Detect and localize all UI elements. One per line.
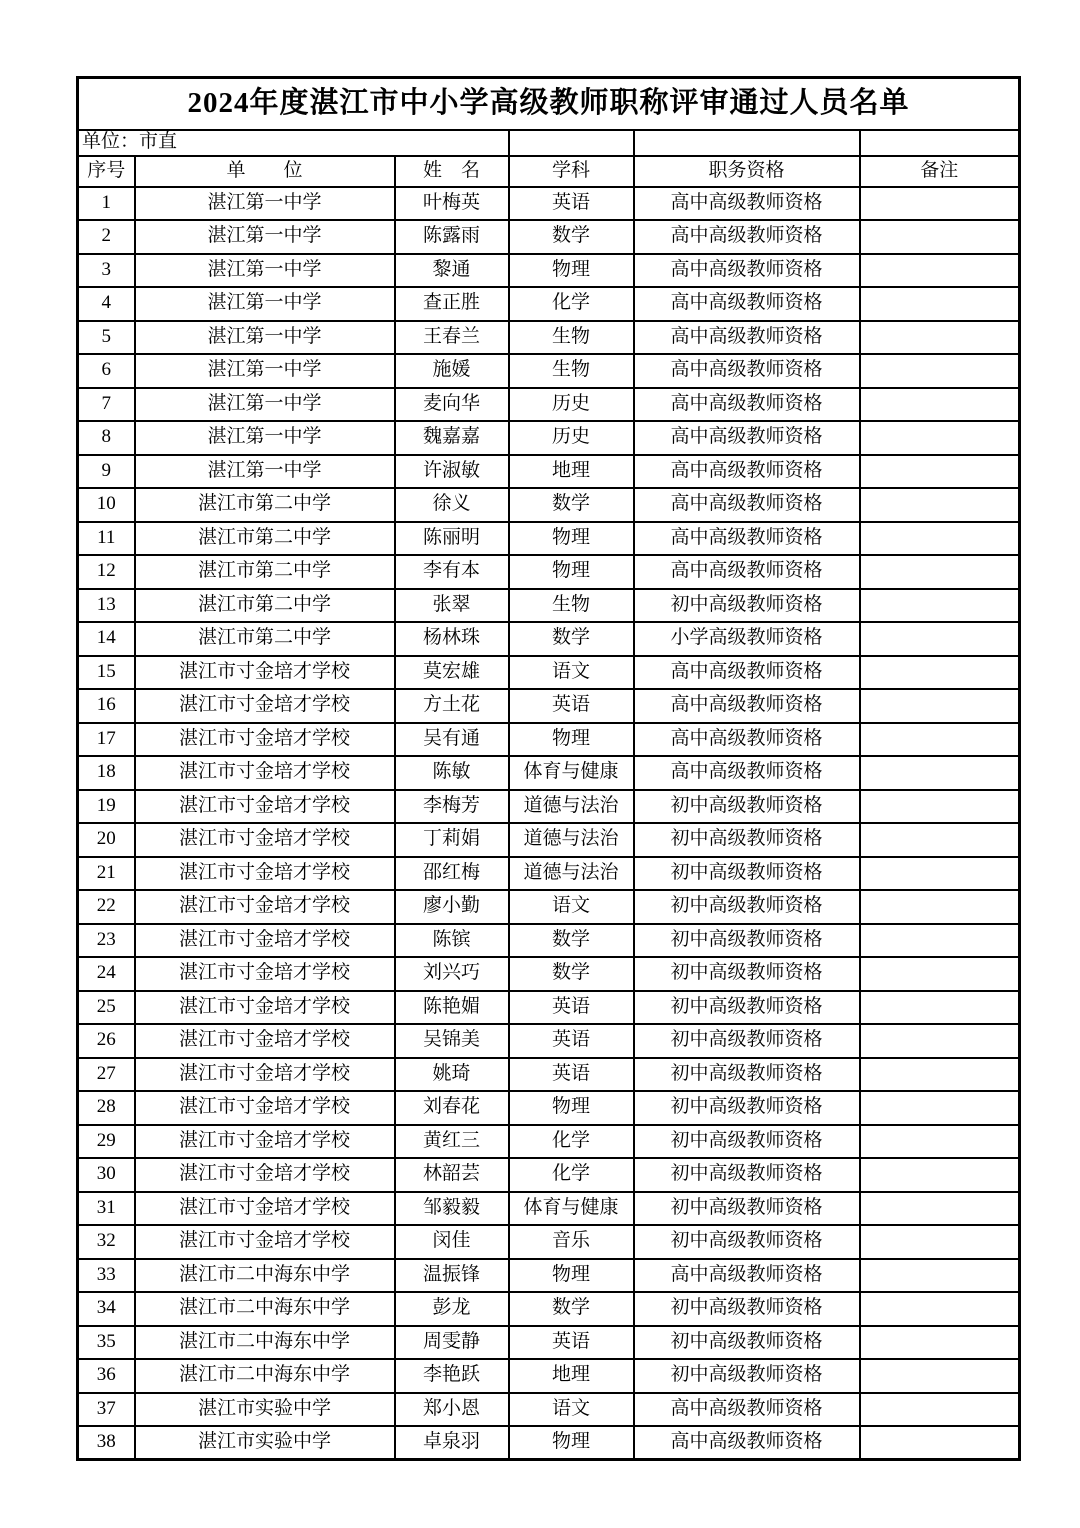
- column-header-row: [78, 156, 1020, 187]
- cell-subject: 数学: [509, 220, 634, 254]
- cell-remark: [860, 823, 1020, 857]
- cell-remark: [860, 689, 1020, 723]
- cell-qualification: 初中高级教师资格: [634, 991, 860, 1025]
- cell-name: 王春兰: [395, 321, 509, 355]
- cell-subject: 道德与法治: [509, 857, 634, 891]
- cell-remark: [860, 790, 1020, 824]
- cell-qualification: 高中高级教师资格: [634, 656, 860, 690]
- cell-qualification: 初中高级教师资格: [634, 1292, 860, 1326]
- cell-qualification: 高中高级教师资格: [634, 321, 860, 355]
- cell-subject: 语文: [509, 890, 634, 924]
- cell-subject: 英语: [509, 187, 634, 221]
- cell-unit: 湛江第一中学: [135, 321, 395, 355]
- cell-qualification: 初中高级教师资格: [634, 1125, 860, 1159]
- cell-qualification: 高中高级教师资格: [634, 488, 860, 522]
- cell-name: 闵佳: [395, 1225, 509, 1259]
- teacher-roster-table: [76, 76, 1021, 1461]
- cell-name: 周雯静: [395, 1326, 509, 1360]
- table-row: [78, 354, 1020, 388]
- cell-subject: 物理: [509, 522, 634, 556]
- table-row: [78, 1058, 1020, 1092]
- cell-no: 2: [78, 220, 135, 254]
- cell-name: 施媛: [395, 354, 509, 388]
- cell-no: 31: [78, 1192, 135, 1226]
- cell-subject: 历史: [509, 421, 634, 455]
- cell-remark: [860, 1091, 1020, 1125]
- cell-subject: 生物: [509, 589, 634, 623]
- cell-no: 28: [78, 1091, 135, 1125]
- cell-subject: 生物: [509, 354, 634, 388]
- col-header-subject: 学科: [509, 156, 634, 187]
- table-row: [78, 656, 1020, 690]
- table-row: [78, 589, 1020, 623]
- unit-row-empty-cell-qualification: [634, 130, 860, 156]
- cell-remark: [860, 957, 1020, 991]
- table-row: [78, 1125, 1020, 1159]
- cell-remark: [860, 555, 1020, 589]
- col-header-no: 序号: [78, 156, 135, 187]
- cell-name: 麦向华: [395, 388, 509, 422]
- cell-unit: 湛江市寸金培才学校: [135, 756, 395, 790]
- cell-no: 23: [78, 924, 135, 958]
- cell-no: 5: [78, 321, 135, 355]
- cell-no: 12: [78, 555, 135, 589]
- cell-no: 29: [78, 1125, 135, 1159]
- cell-no: 18: [78, 756, 135, 790]
- table-row: [78, 555, 1020, 589]
- cell-qualification: 初中高级教师资格: [634, 1326, 860, 1360]
- cell-name: 林韶芸: [395, 1158, 509, 1192]
- cell-qualification: 初中高级教师资格: [634, 890, 860, 924]
- cell-subject: 地理: [509, 455, 634, 489]
- cell-unit: 湛江市二中海东中学: [135, 1259, 395, 1293]
- table-row: [78, 756, 1020, 790]
- cell-qualification: 高中高级教师资格: [634, 287, 860, 321]
- col-header-name: 姓 名: [395, 156, 509, 187]
- cell-no: 36: [78, 1359, 135, 1393]
- table-row: [78, 823, 1020, 857]
- cell-remark: [860, 1058, 1020, 1092]
- cell-qualification: 初中高级教师资格: [634, 790, 860, 824]
- cell-no: 7: [78, 388, 135, 422]
- table-row: [78, 522, 1020, 556]
- table-row: [78, 1292, 1020, 1326]
- cell-remark: [860, 488, 1020, 522]
- table-row: [78, 287, 1020, 321]
- cell-qualification: 高中高级教师资格: [634, 1426, 860, 1460]
- page-title: 2024年度湛江市中小学高级教师职称评审通过人员名单: [78, 78, 1020, 130]
- cell-subject: 数学: [509, 488, 634, 522]
- cell-qualification: 高中高级教师资格: [634, 254, 860, 288]
- cell-name: 黄红三: [395, 1125, 509, 1159]
- cell-subject: 道德与法治: [509, 790, 634, 824]
- table-row: [78, 321, 1020, 355]
- cell-qualification: 初中高级教师资格: [634, 1091, 860, 1125]
- cell-unit: 湛江市寸金培才学校: [135, 924, 395, 958]
- cell-unit: 湛江市实验中学: [135, 1426, 395, 1460]
- cell-no: 20: [78, 823, 135, 857]
- cell-name: 陈镔: [395, 924, 509, 958]
- cell-remark: [860, 1393, 1020, 1427]
- cell-remark: [860, 1225, 1020, 1259]
- cell-name: 查正胜: [395, 287, 509, 321]
- cell-qualification: 初中高级教师资格: [634, 924, 860, 958]
- cell-subject: 英语: [509, 1058, 634, 1092]
- cell-unit: 湛江市二中海东中学: [135, 1359, 395, 1393]
- cell-remark: [860, 1426, 1020, 1460]
- cell-qualification: 初中高级教师资格: [634, 1359, 860, 1393]
- table-row: [78, 924, 1020, 958]
- cell-unit: 湛江第一中学: [135, 187, 395, 221]
- table-row: [78, 187, 1020, 221]
- cell-remark: [860, 1125, 1020, 1159]
- table-row: [78, 890, 1020, 924]
- cell-no: 34: [78, 1292, 135, 1326]
- cell-no: 24: [78, 957, 135, 991]
- cell-qualification: 高中高级教师资格: [634, 555, 860, 589]
- cell-remark: [860, 321, 1020, 355]
- cell-name: 刘春花: [395, 1091, 509, 1125]
- cell-no: 25: [78, 991, 135, 1025]
- cell-subject: 化学: [509, 1158, 634, 1192]
- cell-remark: [860, 1292, 1020, 1326]
- table-row: [78, 1158, 1020, 1192]
- cell-remark: [860, 455, 1020, 489]
- cell-name: 叶梅英: [395, 187, 509, 221]
- cell-name: 张翠: [395, 589, 509, 623]
- cell-subject: 物理: [509, 1259, 634, 1293]
- cell-unit: 湛江市寸金培才学校: [135, 1125, 395, 1159]
- cell-remark: [860, 1326, 1020, 1360]
- cell-subject: 历史: [509, 388, 634, 422]
- table-row: [78, 1393, 1020, 1427]
- cell-name: 姚琦: [395, 1058, 509, 1092]
- cell-subject: 化学: [509, 287, 634, 321]
- cell-qualification: 初中高级教师资格: [634, 1225, 860, 1259]
- table-row: [78, 254, 1020, 288]
- table-row: [78, 689, 1020, 723]
- cell-qualification: 初中高级教师资格: [634, 957, 860, 991]
- cell-no: 19: [78, 790, 135, 824]
- cell-subject: 物理: [509, 723, 634, 757]
- cell-no: 15: [78, 656, 135, 690]
- cell-name: 李梅芳: [395, 790, 509, 824]
- cell-unit: 湛江市第二中学: [135, 555, 395, 589]
- cell-subject: 地理: [509, 1359, 634, 1393]
- cell-unit: 湛江市寸金培才学校: [135, 823, 395, 857]
- cell-remark: [860, 1158, 1020, 1192]
- cell-unit: 湛江市寸金培才学校: [135, 689, 395, 723]
- table-row: [78, 421, 1020, 455]
- cell-qualification: 小学高级教师资格: [634, 622, 860, 656]
- cell-no: 21: [78, 857, 135, 891]
- cell-subject: 英语: [509, 689, 634, 723]
- cell-name: 许淑敏: [395, 455, 509, 489]
- cell-name: 陈露雨: [395, 220, 509, 254]
- cell-qualification: 初中高级教师资格: [634, 1058, 860, 1092]
- table-body: [78, 187, 1020, 1460]
- title-row: [78, 78, 1020, 130]
- cell-unit: 湛江市第二中学: [135, 522, 395, 556]
- cell-subject: 数学: [509, 924, 634, 958]
- table-row: [78, 957, 1020, 991]
- cell-unit: 湛江市寸金培才学校: [135, 991, 395, 1025]
- table-row: [78, 1225, 1020, 1259]
- cell-name: 彭龙: [395, 1292, 509, 1326]
- cell-subject: 音乐: [509, 1225, 634, 1259]
- cell-no: 4: [78, 287, 135, 321]
- cell-qualification: 高中高级教师资格: [634, 689, 860, 723]
- cell-unit: 湛江市寸金培才学校: [135, 890, 395, 924]
- table-row: [78, 388, 1020, 422]
- cell-subject: 物理: [509, 1091, 634, 1125]
- cell-remark: [860, 254, 1020, 288]
- cell-name: 黎通: [395, 254, 509, 288]
- cell-qualification: 高中高级教师资格: [634, 388, 860, 422]
- cell-remark: [860, 589, 1020, 623]
- cell-unit: 湛江第一中学: [135, 421, 395, 455]
- cell-unit: 湛江市寸金培才学校: [135, 1192, 395, 1226]
- col-header-qualification: 职务资格: [634, 156, 860, 187]
- cell-no: 35: [78, 1326, 135, 1360]
- cell-no: 10: [78, 488, 135, 522]
- unit-row-empty-cell-subject: [509, 130, 634, 156]
- cell-name: 李艳跃: [395, 1359, 509, 1393]
- cell-subject: 语文: [509, 1393, 634, 1427]
- cell-subject: 体育与健康: [509, 756, 634, 790]
- cell-unit: 湛江市第二中学: [135, 622, 395, 656]
- cell-remark: [860, 723, 1020, 757]
- cell-unit: 湛江市寸金培才学校: [135, 1158, 395, 1192]
- table-row: [78, 220, 1020, 254]
- cell-unit: 湛江第一中学: [135, 455, 395, 489]
- cell-unit: 湛江第一中学: [135, 254, 395, 288]
- cell-qualification: 高中高级教师资格: [634, 522, 860, 556]
- cell-name: 徐义: [395, 488, 509, 522]
- cell-subject: 数学: [509, 957, 634, 991]
- cell-unit: 湛江市寸金培才学校: [135, 1091, 395, 1125]
- cell-no: 8: [78, 421, 135, 455]
- cell-subject: 英语: [509, 1024, 634, 1058]
- table-row: [78, 790, 1020, 824]
- cell-name: 郑小恩: [395, 1393, 509, 1427]
- cell-subject: 英语: [509, 991, 634, 1025]
- cell-remark: [860, 656, 1020, 690]
- cell-name: 魏嘉嘉: [395, 421, 509, 455]
- cell-remark: [860, 287, 1020, 321]
- cell-subject: 物理: [509, 254, 634, 288]
- cell-no: 11: [78, 522, 135, 556]
- cell-name: 李有本: [395, 555, 509, 589]
- unit-row: [78, 130, 1020, 156]
- cell-qualification: 高中高级教师资格: [634, 756, 860, 790]
- cell-name: 方土花: [395, 689, 509, 723]
- cell-unit: 湛江市寸金培才学校: [135, 790, 395, 824]
- table-row: [78, 1091, 1020, 1125]
- table-row: [78, 622, 1020, 656]
- cell-qualification: 初中高级教师资格: [634, 857, 860, 891]
- cell-qualification: 高中高级教师资格: [634, 354, 860, 388]
- table-row: [78, 488, 1020, 522]
- table-row: [78, 455, 1020, 489]
- cell-name: 吴有通: [395, 723, 509, 757]
- cell-unit: 湛江市实验中学: [135, 1393, 395, 1427]
- cell-qualification: 高中高级教师资格: [634, 723, 860, 757]
- table-row: [78, 1426, 1020, 1460]
- cell-qualification: 高中高级教师资格: [634, 421, 860, 455]
- cell-name: 邹毅毅: [395, 1192, 509, 1226]
- cell-qualification: 初中高级教师资格: [634, 823, 860, 857]
- cell-no: 32: [78, 1225, 135, 1259]
- cell-unit: 湛江市寸金培才学校: [135, 723, 395, 757]
- cell-remark: [860, 991, 1020, 1025]
- cell-remark: [860, 1259, 1020, 1293]
- col-header-unit: 单 位: [135, 156, 395, 187]
- cell-remark: [860, 187, 1020, 221]
- cell-unit: 湛江市第二中学: [135, 589, 395, 623]
- cell-subject: 化学: [509, 1125, 634, 1159]
- cell-no: 6: [78, 354, 135, 388]
- cell-remark: [860, 1024, 1020, 1058]
- cell-no: 33: [78, 1259, 135, 1293]
- cell-subject: 数学: [509, 622, 634, 656]
- cell-remark: [860, 1359, 1020, 1393]
- table-row: [78, 1192, 1020, 1226]
- cell-unit: 湛江市二中海东中学: [135, 1326, 395, 1360]
- cell-name: 廖小勤: [395, 890, 509, 924]
- cell-no: 37: [78, 1393, 135, 1427]
- cell-qualification: 高中高级教师资格: [634, 187, 860, 221]
- table-row: [78, 991, 1020, 1025]
- cell-qualification: 高中高级教师资格: [634, 455, 860, 489]
- cell-unit: 湛江市寸金培才学校: [135, 857, 395, 891]
- cell-name: 陈丽明: [395, 522, 509, 556]
- cell-unit: 湛江市寸金培才学校: [135, 1058, 395, 1092]
- cell-subject: 道德与法治: [509, 823, 634, 857]
- cell-remark: [860, 421, 1020, 455]
- cell-qualification: 高中高级教师资格: [634, 1393, 860, 1427]
- cell-unit: 湛江第一中学: [135, 354, 395, 388]
- cell-name: 温振锋: [395, 1259, 509, 1293]
- unit-row-empty-cell-remark: [860, 130, 1020, 156]
- unit-label: 单位：市直: [78, 130, 509, 156]
- cell-qualification: 高中高级教师资格: [634, 1259, 860, 1293]
- cell-name: 莫宏雄: [395, 656, 509, 690]
- cell-unit: 湛江市二中海东中学: [135, 1292, 395, 1326]
- table-row: [78, 723, 1020, 757]
- table-row: [78, 1024, 1020, 1058]
- cell-name: 陈艳媚: [395, 991, 509, 1025]
- cell-remark: [860, 1192, 1020, 1226]
- table-row: [78, 1359, 1020, 1393]
- cell-no: 22: [78, 890, 135, 924]
- cell-no: 13: [78, 589, 135, 623]
- cell-remark: [860, 857, 1020, 891]
- cell-name: 邵红梅: [395, 857, 509, 891]
- cell-subject: 物理: [509, 555, 634, 589]
- cell-unit: 湛江市寸金培才学校: [135, 957, 395, 991]
- table-row: [78, 857, 1020, 891]
- cell-subject: 语文: [509, 656, 634, 690]
- cell-qualification: 初中高级教师资格: [634, 1024, 860, 1058]
- cell-remark: [860, 756, 1020, 790]
- cell-qualification: 初中高级教师资格: [634, 589, 860, 623]
- cell-remark: [860, 522, 1020, 556]
- cell-subject: 英语: [509, 1326, 634, 1360]
- cell-name: 陈敏: [395, 756, 509, 790]
- cell-unit: 湛江市第二中学: [135, 488, 395, 522]
- cell-name: 杨林珠: [395, 622, 509, 656]
- cell-remark: [860, 924, 1020, 958]
- cell-subject: 物理: [509, 1426, 634, 1460]
- cell-name: 卓泉羽: [395, 1426, 509, 1460]
- cell-no: 16: [78, 689, 135, 723]
- cell-no: 1: [78, 187, 135, 221]
- cell-subject: 体育与健康: [509, 1192, 634, 1226]
- col-header-remark: 备注: [860, 156, 1020, 187]
- cell-remark: [860, 890, 1020, 924]
- cell-no: 14: [78, 622, 135, 656]
- table-row: [78, 1259, 1020, 1293]
- cell-qualification: 初中高级教师资格: [634, 1192, 860, 1226]
- cell-unit: 湛江第一中学: [135, 287, 395, 321]
- cell-qualification: 高中高级教师资格: [634, 220, 860, 254]
- cell-qualification: 初中高级教师资格: [634, 1158, 860, 1192]
- cell-name: 吴锦美: [395, 1024, 509, 1058]
- cell-remark: [860, 354, 1020, 388]
- cell-unit: 湛江第一中学: [135, 388, 395, 422]
- cell-no: 17: [78, 723, 135, 757]
- cell-subject: 生物: [509, 321, 634, 355]
- cell-remark: [860, 388, 1020, 422]
- cell-name: 丁莉娟: [395, 823, 509, 857]
- table-row: [78, 1326, 1020, 1360]
- cell-unit: 湛江市寸金培才学校: [135, 656, 395, 690]
- cell-no: 27: [78, 1058, 135, 1092]
- cell-remark: [860, 220, 1020, 254]
- cell-remark: [860, 622, 1020, 656]
- cell-no: 9: [78, 455, 135, 489]
- cell-no: 3: [78, 254, 135, 288]
- cell-unit: 湛江市寸金培才学校: [135, 1225, 395, 1259]
- cell-no: 30: [78, 1158, 135, 1192]
- cell-unit: 湛江第一中学: [135, 220, 395, 254]
- cell-unit: 湛江市寸金培才学校: [135, 1024, 395, 1058]
- cell-no: 26: [78, 1024, 135, 1058]
- cell-no: 38: [78, 1426, 135, 1460]
- cell-name: 刘兴巧: [395, 957, 509, 991]
- cell-subject: 数学: [509, 1292, 634, 1326]
